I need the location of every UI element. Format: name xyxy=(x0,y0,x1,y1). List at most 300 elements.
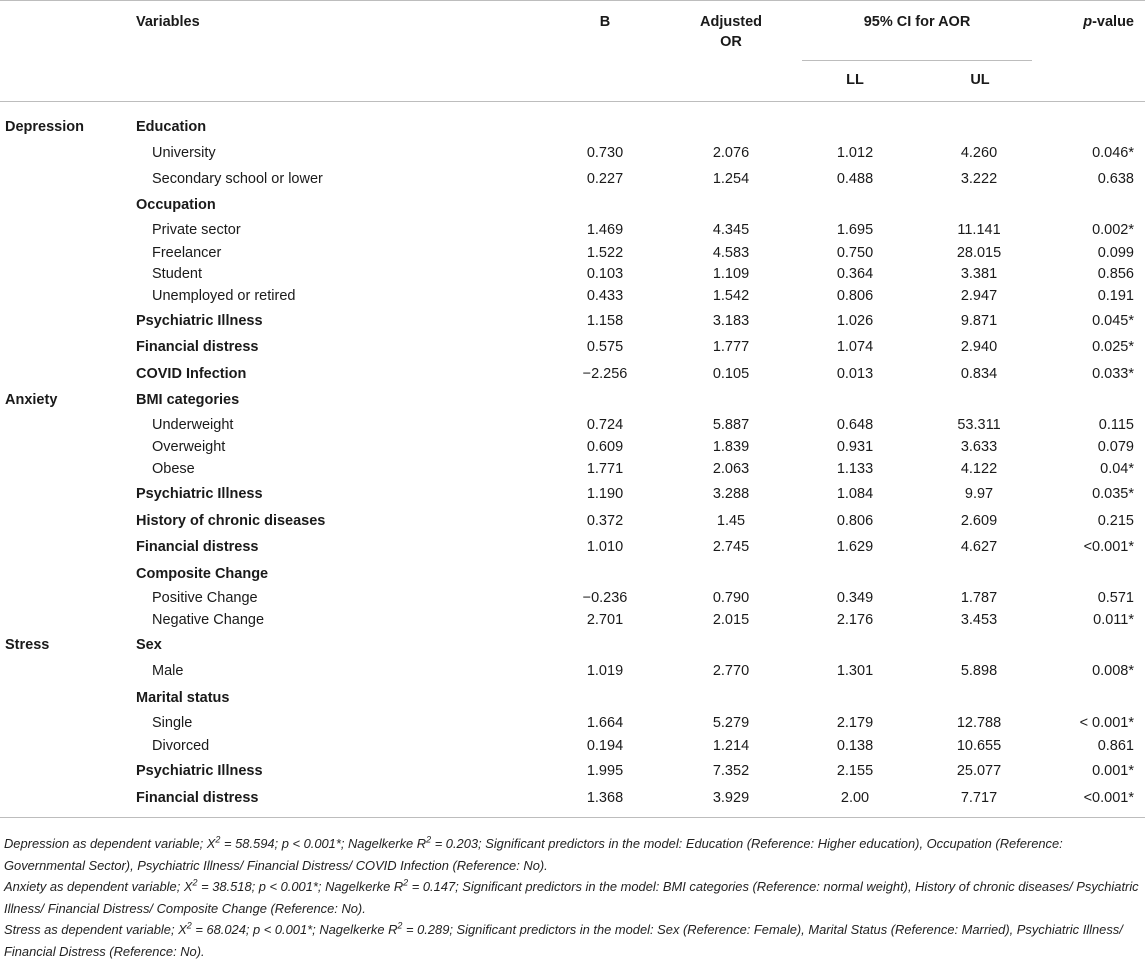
cell-spacer xyxy=(910,166,924,192)
cell-b: 1.019 xyxy=(586,663,624,679)
cell-p-value xyxy=(1034,114,1145,139)
variable-label: Financial distress xyxy=(136,789,259,806)
cell-p-value: <0.001* xyxy=(1083,539,1134,555)
cell-b: 0.433 xyxy=(586,288,624,304)
cell-b: 0.194 xyxy=(586,738,624,754)
variable-label: Marital status xyxy=(136,689,230,706)
cell-ul: 2.940 xyxy=(960,339,998,355)
cell-spacer xyxy=(650,284,676,308)
cell-spacer xyxy=(650,784,676,811)
variable-label: History of chronic diseases xyxy=(136,512,326,529)
header-ci-rule xyxy=(802,60,1032,61)
cell-p-value: 0.008* xyxy=(1092,663,1134,679)
cell-spacer xyxy=(910,587,924,608)
cell-p-value xyxy=(1034,192,1145,218)
cell-spacer xyxy=(910,507,924,534)
table-row xyxy=(0,242,1145,263)
cell-b: 0.730 xyxy=(586,144,624,161)
cell-ll: 2.155 xyxy=(836,763,874,779)
cell-b: −0.236 xyxy=(582,589,628,606)
cell-variable xyxy=(0,114,560,139)
cell-spacer xyxy=(786,658,800,684)
cell-p-value: 0.191 xyxy=(1097,288,1134,304)
cell-ll: 1.629 xyxy=(836,539,874,555)
cell-spacer xyxy=(786,758,800,784)
table-row xyxy=(0,139,1145,166)
cell-ll xyxy=(800,192,910,218)
cell-adjusted-or: 2.076 xyxy=(712,144,750,161)
header-p-italic: p xyxy=(1083,14,1093,30)
cell-b: 0.103 xyxy=(586,265,624,282)
cell-ul: 10.655 xyxy=(956,738,1002,754)
cell-ll: 0.648 xyxy=(836,416,874,433)
cell-ll xyxy=(800,684,910,711)
cell-adjusted-or: 1.254 xyxy=(712,171,750,187)
group-label: Anxiety xyxy=(5,392,58,408)
table-row xyxy=(0,308,1145,334)
cell-spacer xyxy=(650,534,676,560)
cell-adjusted-or xyxy=(676,632,786,658)
cell-spacer xyxy=(786,242,800,263)
cell-spacer xyxy=(786,139,800,166)
cell-spacer xyxy=(910,192,924,218)
cell-spacer xyxy=(650,308,676,334)
cell-variable xyxy=(0,360,560,387)
cell-ll: 1.074 xyxy=(836,339,874,355)
cell-spacer xyxy=(910,784,924,811)
table-row xyxy=(0,457,1145,481)
cell-adjusted-or: 4.345 xyxy=(712,222,750,238)
cell-adjusted-or: 1.542 xyxy=(712,288,750,304)
cell-spacer xyxy=(650,608,676,632)
variable-label: University xyxy=(152,144,216,161)
cell-p-value: 0.215 xyxy=(1097,512,1134,529)
cell-adjusted-or: 5.887 xyxy=(712,416,750,433)
cell-b: 1.522 xyxy=(586,244,624,261)
cell-spacer xyxy=(786,192,800,218)
cell-adjusted-or xyxy=(676,114,786,139)
cell-p-value: < 0.001* xyxy=(1079,714,1134,731)
cell-spacer xyxy=(786,632,800,658)
cell-variable xyxy=(0,334,560,360)
variable-label: Unemployed or retired xyxy=(152,288,296,304)
table-row xyxy=(0,413,1145,436)
table-row xyxy=(0,608,1145,632)
cell-variable xyxy=(0,481,560,507)
cell-b: 0.227 xyxy=(586,171,624,187)
table-row xyxy=(0,534,1145,560)
cell-spacer xyxy=(786,218,800,242)
cell-b: 1.995 xyxy=(586,763,624,779)
cell-spacer xyxy=(650,166,676,192)
group-label: Stress xyxy=(5,637,50,653)
table-row xyxy=(0,481,1145,507)
header-adjusted-or-line2: OR xyxy=(720,34,742,50)
cell-spacer xyxy=(650,334,676,360)
cell-b xyxy=(560,684,650,711)
cell-adjusted-or: 3.183 xyxy=(712,313,750,329)
table-row xyxy=(0,784,1145,811)
cell-ul: 25.077 xyxy=(956,763,1002,779)
footnote-stress: Stress as dependent variable; $X^2 = 68.024$; p < 0.001*; Nagelkerke $R^2 = 0.289$; Significant predictors in the model: Sex (Reference: Female), Marital Status (Reference: Married), Psychiatric Illness/ Financial Distress (Reference: No). xyxy=(4,920,1123,959)
cell-spacer xyxy=(650,242,676,263)
cell-ll: 1.695 xyxy=(836,222,874,238)
cell-adjusted-or: 2.015 xyxy=(712,612,750,628)
cell-p-value: 0.856 xyxy=(1097,265,1134,282)
footnote-anxiety: Anxiety as dependent variable; $X^2 = 38.518$; p < 0.001*; Nagelkerke $R^2 = 0.147$; Significant predictors in the model: BMI categories (Reference: normal weight), History of chronic diseases/ Psychiatric Illness/ Financial Distress/ Composite Change (Reference: No). xyxy=(4,877,1139,916)
table-row xyxy=(0,507,1145,534)
header-b: B xyxy=(599,14,611,30)
variable-label: Negative Change xyxy=(152,612,265,628)
cell-variable xyxy=(0,784,560,811)
cell-ll: 0.750 xyxy=(836,244,874,261)
cell-variable xyxy=(0,734,560,758)
cell-ll: 2.00 xyxy=(840,789,870,806)
cell-spacer xyxy=(650,413,676,436)
cell-variable xyxy=(0,263,560,284)
variable-label: Psychiatric Illness xyxy=(136,313,263,329)
cell-ul xyxy=(924,114,1034,139)
cell-spacer xyxy=(910,608,924,632)
cell-p-value: 0.861 xyxy=(1097,738,1134,754)
cell-variable xyxy=(0,218,560,242)
cell-p-value: 0.046* xyxy=(1092,144,1134,161)
table-row xyxy=(0,334,1145,360)
cell-ul: 3.453 xyxy=(960,612,998,628)
table-bottom-rule xyxy=(0,817,1145,818)
cell-ll xyxy=(800,560,910,587)
cell-b xyxy=(560,560,650,587)
cell-b: −2.256 xyxy=(582,365,628,382)
cell-p-value xyxy=(1034,387,1145,413)
cell-p-value xyxy=(1034,684,1145,711)
variable-label: Underweight xyxy=(152,416,234,433)
table-row xyxy=(0,560,1145,587)
cell-ll: 0.806 xyxy=(836,512,874,529)
cell-spacer xyxy=(650,587,676,608)
cell-ul xyxy=(924,560,1034,587)
table-row xyxy=(0,387,1145,413)
cell-p-value: 0.033* xyxy=(1092,365,1134,382)
footnote-depression: Depression as dependent variable; $X^2 = 58.594$; p < 0.001*; Nagelkerke $R^2 = 0.203$; Significant predictors in the model: Education (Reference: Higher education), Occupation (Reference: Governmental Sector), Psychiatric Illness/ Financial Distress/ COVID Infection (Reference: No). xyxy=(4,834,1063,873)
cell-ul: 5.898 xyxy=(960,663,998,679)
cell-variable xyxy=(0,166,560,192)
cell-p-value xyxy=(1034,632,1145,658)
cell-variable xyxy=(0,560,560,587)
variable-label: Student xyxy=(152,265,202,282)
cell-spacer xyxy=(910,360,924,387)
cell-adjusted-or: 2.063 xyxy=(712,461,750,477)
variable-label: Freelancer xyxy=(152,244,222,261)
cell-p-value: 0.025* xyxy=(1092,339,1134,355)
cell-adjusted-or xyxy=(676,387,786,413)
cell-spacer xyxy=(786,360,800,387)
cell-variable xyxy=(0,413,560,436)
cell-spacer xyxy=(650,658,676,684)
cell-ul: 4.627 xyxy=(960,539,998,555)
variable-label: Obese xyxy=(152,461,195,477)
cell-b xyxy=(560,387,650,413)
cell-ll: 1.026 xyxy=(836,313,874,329)
cell-b: 1.664 xyxy=(586,714,624,731)
cell-spacer xyxy=(650,560,676,587)
header-adjusted-or xyxy=(676,12,786,52)
cell-b: 1.190 xyxy=(586,486,624,502)
cell-spacer xyxy=(910,284,924,308)
cell-adjusted-or: 4.583 xyxy=(712,244,750,261)
header-p-rest: -value xyxy=(1092,14,1134,30)
cell-spacer xyxy=(650,632,676,658)
cell-p-value: 0.002* xyxy=(1092,222,1134,238)
cell-ll: 0.364 xyxy=(836,265,874,282)
cell-b: 0.575 xyxy=(586,339,624,355)
cell-spacer xyxy=(786,711,800,734)
cell-ul: 1.787 xyxy=(960,589,998,606)
cell-p-value: 0.045* xyxy=(1092,313,1134,329)
cell-ul: 3.633 xyxy=(960,438,998,455)
cell-adjusted-or xyxy=(676,684,786,711)
cell-b: 1.469 xyxy=(586,222,624,238)
cell-spacer xyxy=(650,139,676,166)
cell-b: 1.010 xyxy=(586,539,624,555)
cell-p-value: 0.011* xyxy=(1093,612,1134,628)
cell-b: 1.158 xyxy=(586,313,624,329)
variable-label: Positive Change xyxy=(152,589,258,606)
cell-ll: 2.176 xyxy=(836,612,874,628)
cell-spacer xyxy=(786,784,800,811)
cell-p-value: <0.001* xyxy=(1083,789,1134,806)
cell-ul xyxy=(924,387,1034,413)
cell-ll: 1.133 xyxy=(836,461,874,477)
cell-spacer xyxy=(786,684,800,711)
cell-ll: 0.488 xyxy=(836,171,874,187)
variable-label: Private sector xyxy=(152,222,241,238)
cell-spacer xyxy=(786,507,800,534)
table-footnotes xyxy=(4,833,1140,962)
header-ll: LL xyxy=(846,72,864,88)
cell-spacer xyxy=(910,334,924,360)
variable-label: COVID Infection xyxy=(136,365,247,382)
cell-spacer xyxy=(786,284,800,308)
header-ci: 95% CI for AOR xyxy=(863,14,971,30)
cell-b: 1.368 xyxy=(586,789,624,806)
cell-variable xyxy=(0,139,560,166)
cell-variable xyxy=(0,534,560,560)
cell-spacer xyxy=(910,436,924,457)
cell-spacer xyxy=(910,534,924,560)
cell-spacer xyxy=(650,507,676,534)
cell-spacer xyxy=(786,534,800,560)
cell-variable xyxy=(0,632,560,658)
variable-label: Education xyxy=(136,118,207,135)
cell-adjusted-or xyxy=(676,560,786,587)
table-row xyxy=(0,587,1145,608)
cell-ll: 1.012 xyxy=(836,144,874,161)
table-row xyxy=(0,436,1145,457)
variable-label: Divorced xyxy=(152,738,210,754)
cell-spacer xyxy=(650,734,676,758)
cell-variable xyxy=(0,242,560,263)
cell-spacer xyxy=(786,457,800,481)
cell-ul: 4.122 xyxy=(960,461,998,477)
cell-b: 1.771 xyxy=(586,461,624,477)
group-label: Depression xyxy=(5,118,84,135)
cell-adjusted-or: 3.929 xyxy=(712,789,750,806)
cell-ul: 9.97 xyxy=(964,486,994,502)
cell-spacer xyxy=(786,263,800,284)
cell-spacer xyxy=(910,658,924,684)
cell-b: 0.372 xyxy=(586,512,624,529)
cell-ul: 7.717 xyxy=(960,789,998,806)
cell-spacer xyxy=(650,711,676,734)
cell-spacer xyxy=(786,436,800,457)
cell-variable xyxy=(0,507,560,534)
cell-ll: 0.931 xyxy=(836,438,874,455)
cell-adjusted-or: 1.45 xyxy=(716,512,746,529)
header-bottom-rule xyxy=(0,101,1145,102)
cell-spacer xyxy=(910,139,924,166)
cell-spacer xyxy=(910,218,924,242)
cell-spacer xyxy=(650,114,676,139)
cell-ul: 2.947 xyxy=(960,288,998,304)
cell-ul: 12.788 xyxy=(956,714,1002,731)
variable-label: Overweight xyxy=(152,438,226,455)
cell-p-value: 0.099 xyxy=(1097,244,1134,261)
cell-variable xyxy=(0,587,560,608)
regression-table xyxy=(0,114,1145,811)
cell-ll: 2.179 xyxy=(836,714,874,731)
header-ul: UL xyxy=(970,72,990,88)
cell-ul: 3.222 xyxy=(960,171,998,187)
cell-ll: 1.301 xyxy=(836,663,874,679)
cell-spacer xyxy=(910,413,924,436)
table-row xyxy=(0,684,1145,711)
variable-label: Occupation xyxy=(136,197,216,213)
table-row xyxy=(0,192,1145,218)
cell-variable xyxy=(0,192,560,218)
cell-adjusted-or: 5.279 xyxy=(712,714,750,731)
cell-b xyxy=(560,632,650,658)
cell-spacer xyxy=(910,684,924,711)
cell-variable xyxy=(0,758,560,784)
cell-spacer xyxy=(650,684,676,711)
cell-ul: 2.609 xyxy=(960,512,998,529)
cell-ll: 0.806 xyxy=(836,288,874,304)
cell-p-value: 0.115 xyxy=(1098,416,1134,433)
table-row xyxy=(0,360,1145,387)
table-top-rule xyxy=(0,0,1145,1)
cell-spacer xyxy=(910,481,924,507)
cell-variable xyxy=(0,711,560,734)
cell-p-value xyxy=(1034,560,1145,587)
cell-variable xyxy=(0,436,560,457)
cell-ll: 0.349 xyxy=(836,589,874,606)
cell-variable xyxy=(0,684,560,711)
cell-adjusted-or: 1.214 xyxy=(712,738,750,754)
cell-ll xyxy=(800,387,910,413)
cell-ul: 28.015 xyxy=(956,244,1002,261)
cell-spacer xyxy=(910,632,924,658)
cell-spacer xyxy=(650,263,676,284)
cell-ll xyxy=(800,632,910,658)
cell-spacer xyxy=(786,587,800,608)
cell-b xyxy=(560,114,650,139)
cell-spacer xyxy=(910,308,924,334)
cell-ul xyxy=(924,632,1034,658)
cell-spacer xyxy=(910,242,924,263)
cell-spacer xyxy=(786,413,800,436)
header-variables: Variables xyxy=(136,14,200,30)
cell-p-value: 0.04* xyxy=(1100,461,1134,477)
table-row xyxy=(0,218,1145,242)
cell-adjusted-or: 0.790 xyxy=(712,589,750,606)
cell-spacer xyxy=(786,734,800,758)
cell-ll xyxy=(800,114,910,139)
cell-ul: 9.871 xyxy=(960,313,998,329)
cell-ll: 0.138 xyxy=(836,738,874,754)
table-row xyxy=(0,263,1145,284)
cell-b xyxy=(560,192,650,218)
cell-ll: 0.013 xyxy=(836,365,874,382)
variable-label: Composite Change xyxy=(136,565,269,582)
table-row xyxy=(0,758,1145,784)
cell-p-value: 0.571 xyxy=(1097,589,1134,606)
cell-p-value: 0.035* xyxy=(1092,486,1134,502)
cell-ul: 53.311 xyxy=(957,416,1001,433)
variable-label: Single xyxy=(152,714,193,731)
cell-spacer xyxy=(910,734,924,758)
cell-spacer xyxy=(910,457,924,481)
table-row xyxy=(0,166,1145,192)
cell-spacer xyxy=(650,481,676,507)
cell-variable xyxy=(0,308,560,334)
table-row xyxy=(0,284,1145,308)
cell-variable xyxy=(0,284,560,308)
cell-spacer xyxy=(650,218,676,242)
cell-p-value: 0.001* xyxy=(1092,763,1134,779)
cell-spacer xyxy=(650,457,676,481)
cell-adjusted-or: 2.745 xyxy=(712,539,750,555)
table-row xyxy=(0,114,1145,139)
table-row xyxy=(0,711,1145,734)
table-row xyxy=(0,658,1145,684)
variable-label: Psychiatric Illness xyxy=(136,763,263,779)
cell-ul: 3.381 xyxy=(960,265,998,282)
cell-spacer xyxy=(786,114,800,139)
cell-ul: 11.141 xyxy=(957,222,1001,238)
cell-spacer xyxy=(910,758,924,784)
cell-p-value: 0.638 xyxy=(1097,171,1134,187)
cell-variable xyxy=(0,457,560,481)
cell-spacer xyxy=(910,263,924,284)
cell-spacer xyxy=(786,608,800,632)
cell-b: 0.609 xyxy=(586,438,624,455)
cell-spacer xyxy=(650,192,676,218)
cell-adjusted-or xyxy=(676,192,786,218)
cell-ul xyxy=(924,684,1034,711)
cell-adjusted-or: 1.839 xyxy=(712,438,750,455)
cell-adjusted-or: 2.770 xyxy=(712,663,750,679)
cell-p-value: 0.079 xyxy=(1097,438,1134,455)
header-p-value xyxy=(1083,12,1134,32)
cell-spacer xyxy=(786,334,800,360)
variable-label: Financial distress xyxy=(136,339,259,355)
cell-adjusted-or: 1.777 xyxy=(712,339,750,355)
cell-spacer xyxy=(910,711,924,734)
cell-b: 2.701 xyxy=(586,612,624,628)
variable-label: BMI categories xyxy=(136,392,240,408)
cell-adjusted-or: 3.288 xyxy=(712,486,750,502)
